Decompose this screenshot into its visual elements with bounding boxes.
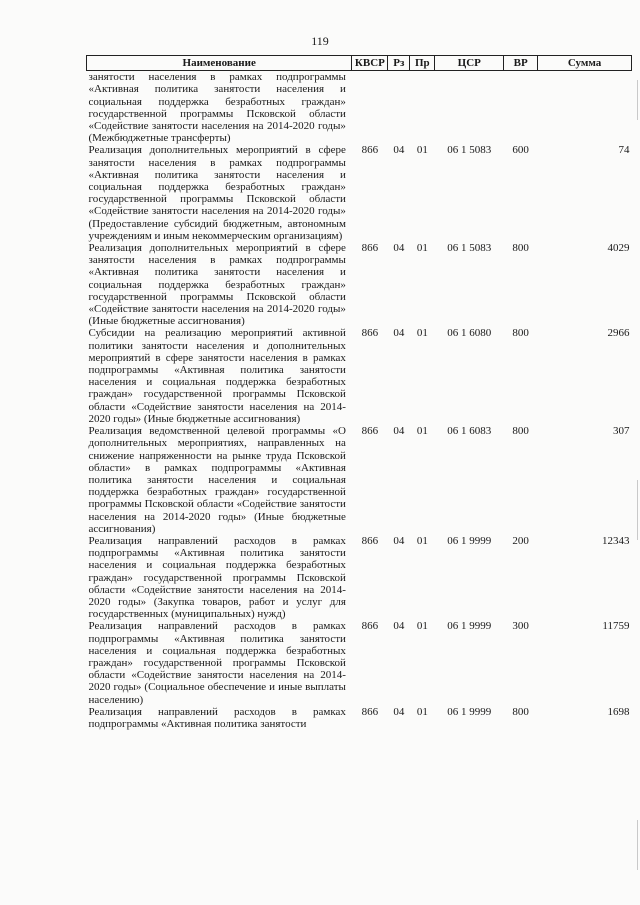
table-row [87,144,632,242]
cell-name: Субсидии на реализацию мероприятий активной политики занятости населения и дополнительных мероприятий в сфере занятости населения в рамках подпрограммы «Активная политика занятости населения и социальная поддержка безработных граждан» государственной программы Псковской области «Содействие занятости населения на 2014-2020 годы» (Иные бюджетные ассигнования) [88,327,346,425]
cell-vr: 200 [512,534,529,547]
table-body [87,71,632,730]
table-row [87,620,632,705]
cell-kvsr: 866 [361,620,379,633]
header-pr: Пр [410,56,435,71]
table-row [87,425,632,535]
cell-pr: 01 [416,242,428,255]
cell-kvsr [352,71,388,145]
cell-sum: 307 [613,425,630,438]
cell-sum [538,71,632,145]
table-row [87,242,632,327]
cell-vr: 800 [512,242,529,255]
cell-pr: 01 [416,327,428,340]
cell-csr: 06 1 5083 [447,144,492,157]
cell-sum: 11759 [602,620,630,633]
cell-sum: 12343 [602,534,630,547]
cell-kvsr: 866 [361,705,379,718]
cell-name: занятости населения в рамках подпрограммы «Активная политика занятости населения и социальная поддержка безработных граждан» государственной программы Псковской области «Содействие занятости населения на 2014-2020 годы» (Межбюджетные трансферты) [88,71,346,145]
cell-csr: 06 1 9999 [447,620,492,633]
cell-csr: 06 1 9999 [447,705,492,718]
budget-table [86,55,632,730]
cell-vr: 800 [512,425,529,438]
cell-sum: 4029 [607,242,630,255]
cell-sum: 2966 [607,327,630,340]
cell-kvsr: 866 [361,534,379,547]
cell-pr: 01 [416,534,428,547]
cell-rz: 04 [393,242,405,255]
header-kvsr: КВСР [352,56,388,71]
cell-csr: 06 1 6083 [447,425,492,438]
cell-csr: 06 1 6080 [447,327,492,340]
cell-pr: 01 [416,425,428,438]
page-number: 119 [311,34,329,48]
table-row [87,327,632,425]
cell-vr [504,71,538,145]
cell-name: Реализация дополнительных мероприятий в сфере занятости населения в рамках подпрограммы «Активная политика занятости населения и социальная поддержка безработных граждан» государственной программы Псковской области «Содействие занятости населения на 2014-2020 годы» (Иные бюджетные ассигнования) [88,242,346,328]
cell-kvsr: 866 [361,425,379,438]
cell-vr: 300 [512,620,529,633]
cell-vr: 800 [512,327,529,340]
scan-edge-mark [637,80,638,120]
cell-pr: 01 [416,144,428,157]
cell-vr: 600 [512,144,529,157]
cell-csr [435,71,504,145]
cell-rz: 04 [393,327,405,340]
cell-sum: 74 [618,144,630,157]
cell-rz: 04 [393,425,405,438]
cell-pr [410,71,435,145]
cell-name: Реализация ведомственной целевой программы «О дополнительных мероприятиях, направленных на снижение напряженности на рынке труда Псковской области» в рамках подпрограммы «Активная политика занятости населения и социальная поддержка безработных граждан» государственной программы Псковской области «Содействие занятости населения на 2014-2020 годы» (Иные бюджетные ассигнования) [88,425,346,535]
cell-kvsr: 866 [361,144,379,157]
cell-sum: 1698 [607,705,630,718]
cell-csr: 06 1 9999 [447,534,492,547]
cell-rz: 04 [393,620,405,633]
cell-csr: 06 1 5083 [447,242,492,255]
header-sum: Сумма [538,56,632,71]
header-csr: ЦСР [435,56,504,71]
table-header [87,56,632,71]
cell-name: Реализация направлений расходов в рамках подпрограммы «Активная политика занятости [88,705,346,730]
cell-name: Реализация направлений расходов в рамках подпрограммы «Активная политика занятости населения и социальная поддержка безработных граждан» государственной программы Псковской области «Содействие занятости населения на 2014-2020 годы» (Закупка товаров, работ и услуг для государственных (муниципальных) нужд) [88,534,346,621]
scan-edge-mark [637,480,638,540]
cell-pr: 01 [416,620,428,633]
header-name: Наименование [87,56,352,71]
cell-rz: 04 [393,144,405,157]
cell-rz: 04 [393,705,405,718]
table-row [87,535,632,620]
cell-rz [388,71,410,145]
table-row [87,71,632,145]
cell-vr: 800 [512,705,529,718]
cell-kvsr: 866 [361,327,379,340]
cell-name: Реализация направлений расходов в рамках подпрограммы «Активная политика занятости населения и социальная поддержка безработных граждан» государственной программы Псковской области «Содействие занятости населения на 2014-2020 годы» (Социальное обеспечение и иные выплаты населению) [88,620,346,706]
scan-edge-mark [637,820,638,870]
cell-kvsr: 866 [361,242,379,255]
header-vr: ВР [504,56,538,71]
cell-rz: 04 [393,534,405,547]
cell-name: Реализация дополнительных мероприятий в сфере занятости населения в рамках подпрограммы «Активная политика занятости населения и социальная поддержка безработных граждан» государственной программы Псковской области «Содействие занятости населения на 2014-2020 годы» (Предоставление субсидий бюджетным, автономным учреждениям и иным некоммерческим организациям) [88,144,346,242]
cell-pr: 01 [416,705,428,718]
header-rz: Рз [388,56,410,71]
table-row [87,706,632,730]
